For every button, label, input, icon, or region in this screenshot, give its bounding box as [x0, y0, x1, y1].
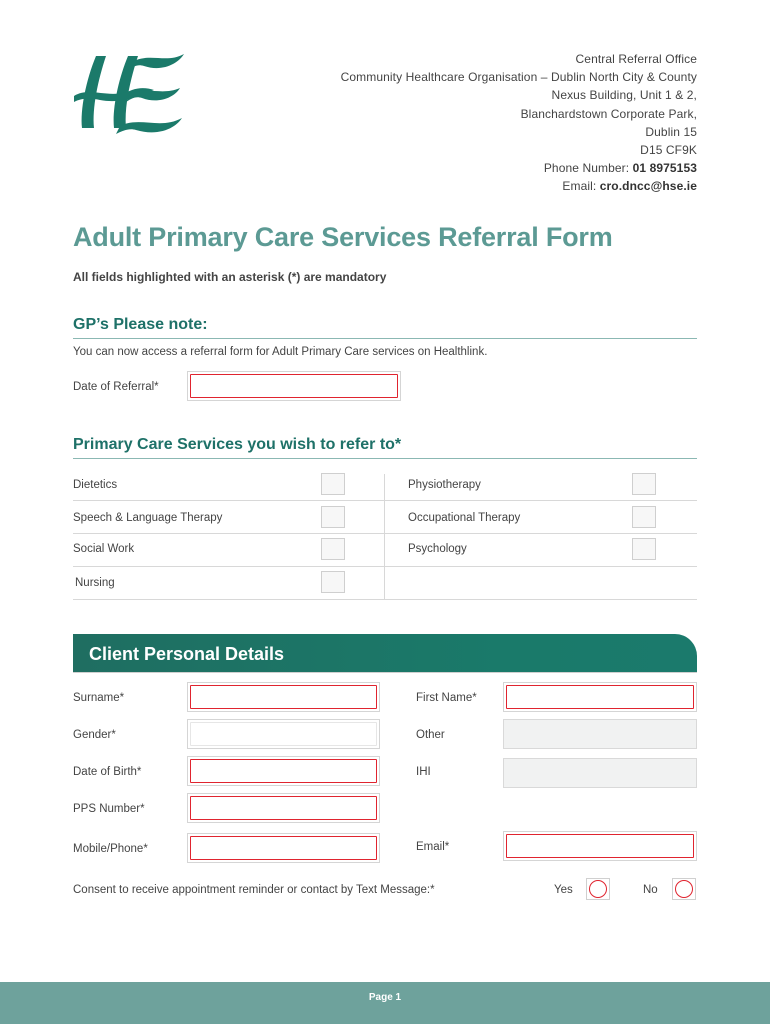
address-line: Nexus Building, Unit 1 & 2, [551, 88, 697, 103]
consent-no-label: No [643, 884, 658, 896]
service-label-occupational-therapy: Occupational Therapy [408, 512, 521, 524]
first-name-field[interactable] [503, 682, 697, 712]
consent-label: Consent to receive appointment reminder or contact by Text Message:* [73, 884, 435, 896]
other-label: Other [416, 729, 445, 741]
dietetics-checkbox[interactable] [321, 473, 345, 495]
address-line: D15 CF9K [640, 143, 697, 158]
social-work-checkbox[interactable] [321, 538, 345, 560]
email-value: cro.dncc@hse.ie [599, 179, 697, 194]
speech-language-checkbox[interactable] [321, 506, 345, 528]
consent-yes-label: Yes [554, 884, 573, 896]
address-line: Blanchardstown Corporate Park, [520, 106, 697, 121]
services-table [73, 468, 697, 602]
column-divider [384, 474, 385, 600]
mobile-phone-label: Mobile/Phone* [73, 843, 148, 855]
consent-yes-radio[interactable] [586, 878, 610, 900]
email-line [341, 177, 697, 195]
address-line: Central Referral Office [575, 52, 697, 66]
page-number: Page 1 [368, 992, 402, 1003]
address-line: Dublin 15 [645, 124, 697, 139]
gender-label: Gender* [73, 729, 116, 741]
email-label: Email: [562, 179, 600, 194]
service-label-dietetics: Dietetics [73, 479, 118, 491]
phone-value: 01 8975153 [632, 161, 697, 176]
service-label-psychology: Psychology [408, 543, 467, 555]
other-field[interactable] [503, 719, 697, 749]
client-details-heading: Client Personal Details [89, 644, 285, 664]
ihi-field[interactable] [503, 758, 697, 788]
service-label-nursing: Nursing [75, 577, 115, 589]
email-label: Email* [416, 841, 450, 853]
date-of-referral-label: Date of Referral* [73, 381, 159, 393]
client-details-banner [73, 634, 697, 673]
phone-line [341, 159, 697, 177]
page-footer [0, 982, 770, 1024]
service-label-speech-language: Speech & Language Therapy [73, 512, 223, 524]
email-field[interactable] [503, 831, 697, 861]
service-label-social-work: Social Work [73, 543, 135, 555]
pps-number-field[interactable] [187, 793, 380, 823]
occupational-therapy-checkbox[interactable] [632, 506, 656, 528]
form-title: Adult Primary Care Services Referral Form [73, 222, 613, 252]
gender-field[interactable] [187, 719, 380, 749]
table-row [73, 468, 697, 501]
ihi-label: IHI [416, 766, 431, 778]
psychology-checkbox[interactable] [632, 538, 656, 560]
table-row [73, 567, 697, 600]
gp-note-heading: GP’s Please note: [73, 316, 697, 339]
mobile-phone-field[interactable] [187, 833, 380, 863]
mandatory-note: All fields highlighted with an asterisk (*) are mandatory [73, 270, 387, 284]
address-block [341, 50, 697, 196]
date-of-referral-field[interactable] [187, 371, 401, 401]
physiotherapy-checkbox[interactable] [632, 473, 656, 495]
address-line: Community Healthcare Organisation – Dublin North City & County [340, 70, 697, 85]
service-label-physiotherapy: Physiotherapy [408, 479, 481, 491]
pps-number-label: PPS Number* [73, 803, 145, 815]
surname-label: Surname* [73, 692, 125, 704]
surname-field[interactable] [187, 682, 380, 712]
date-of-birth-field[interactable] [187, 756, 380, 786]
table-row [73, 534, 697, 567]
nursing-checkbox[interactable] [321, 571, 345, 593]
gp-note-text: You can now access a referral form for Adult Primary Care services on Healthlink. [73, 346, 488, 358]
phone-label: Phone Number: [543, 161, 633, 176]
services-heading: Primary Care Services you wish to refer to* [73, 436, 697, 459]
consent-no-radio[interactable] [672, 878, 696, 900]
date-of-birth-label: Date of Birth* [73, 766, 142, 778]
hse-logo [70, 50, 185, 134]
first-name-label: First Name* [416, 692, 477, 704]
